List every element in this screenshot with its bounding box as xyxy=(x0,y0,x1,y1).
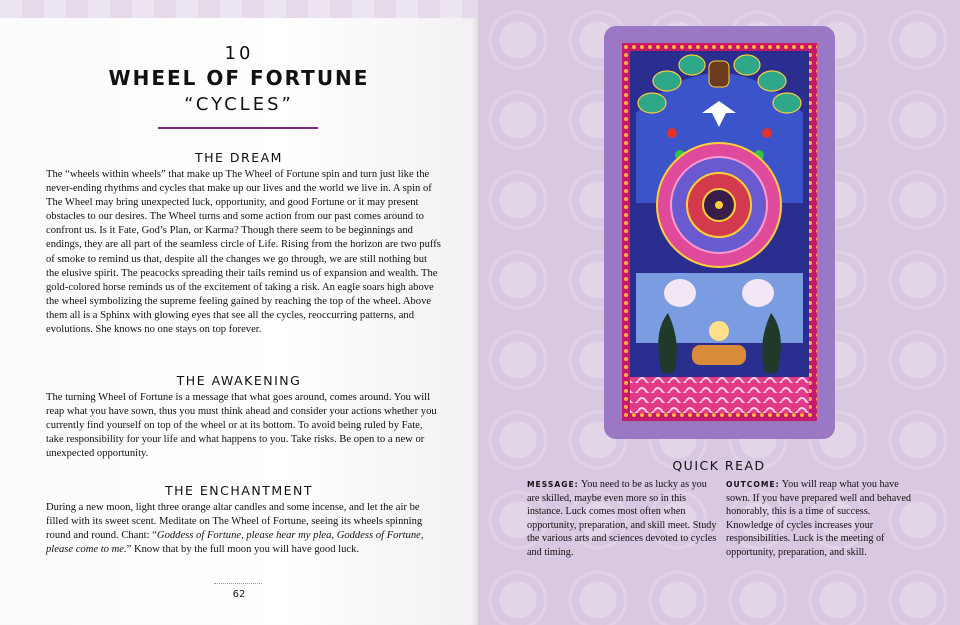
dream-heading: THE DREAM xyxy=(195,150,283,165)
folio-divider xyxy=(214,583,262,584)
awakening-text: The turning Wheel of Fortune is a message that what goes around, comes around. You will reap what you have sown, thus you must think ahead and consider your actions whether you currently find yourself on top of the wheel or at its bottom. To avoid being ruled by Fate, take responsibility for your life and what happens to you. Take risks. Be open to a new or unexpected opportunity. xyxy=(46,392,437,460)
dream-text: The “wheels within wheels” that make up The Wheel of Fortune spin and turn just like the never-ending rhythms and cycles that make up our lives and the world we live in. A spin of The Wheel may bring unexpected luck, opportunity, and good Fortune or it may present obstacles to our desires. The Wheel turns and some action from our past comes around to confront us. Is it Fate, God’s Plan, or Karma? Though there seem to be beginnings and endings, they are all part of the seamless circle of Life. Rising from the horizon are two puffs of smoke to remind us that, despite all the changes we go through, we are still nothing but the elusive spirit. The peacocks spreading their tails remind us of expansion and wealth. The gold-colored horse reminds us of the excitement of taking a risk. An eagle soars high above the wheel symbolizing the supreme feeling gained by reaching the top of the wheel. Above them all is a Sphinx with glowing eyes that see all the cycles, reoccurring patterns, and evolutions. She knows no one stays on top forever. xyxy=(46,169,441,336)
quick-read-heading: QUICK READ xyxy=(672,458,766,473)
tarot-card-illustration xyxy=(622,43,817,421)
left-page xyxy=(0,0,478,625)
quick-read-message xyxy=(527,478,717,560)
card-number: 10 xyxy=(224,43,254,64)
quick-read-outcome xyxy=(726,478,916,560)
page-number: 62 xyxy=(232,589,246,600)
card-subtitle: “CYCLES” xyxy=(184,94,294,115)
card-title: WHEEL OF FORTUNE xyxy=(108,66,370,90)
outcome-text: You will reap what you have sown. If you have prepared well and behaved honorably, this is a time of success. Knowledge of cycles increases your responsibilities. Luck is the meeting of opportunity, preparation, and skill. xyxy=(726,479,912,558)
enchantment-text xyxy=(46,501,442,557)
tarot-card xyxy=(604,26,835,439)
message-label: MESSAGE: xyxy=(527,480,579,489)
enchantment-heading: THE ENCHANTMENT xyxy=(165,483,313,498)
enchantment-text-before: During a new moon, light three orange altar candles and some incense, and let the air be filled with its sweet scent. Meditate on The Wheel of Fortune, seeing its wheels spinning round and round. Chant: “ xyxy=(46,502,423,542)
enchantment-chant: Goddess of Fortune, please hear my plea, Goddess of Fortune, please come to me. xyxy=(46,530,424,556)
outcome-label: OUTCOME: xyxy=(726,480,780,489)
title-divider xyxy=(158,127,318,129)
message-text: You need to be as lucky as you are skilled, maybe even more so in this instance. Luck comes most often when opportunity, preparation, and skill meet. Study the various arts and sciences devoted to cycles and timing. xyxy=(527,479,717,558)
awakening-heading: THE AWAKENING xyxy=(176,373,302,388)
enchantment-text-after: ” Know that by the full moon you will have good luck. xyxy=(126,544,360,556)
decorative-top-strip xyxy=(0,0,478,18)
